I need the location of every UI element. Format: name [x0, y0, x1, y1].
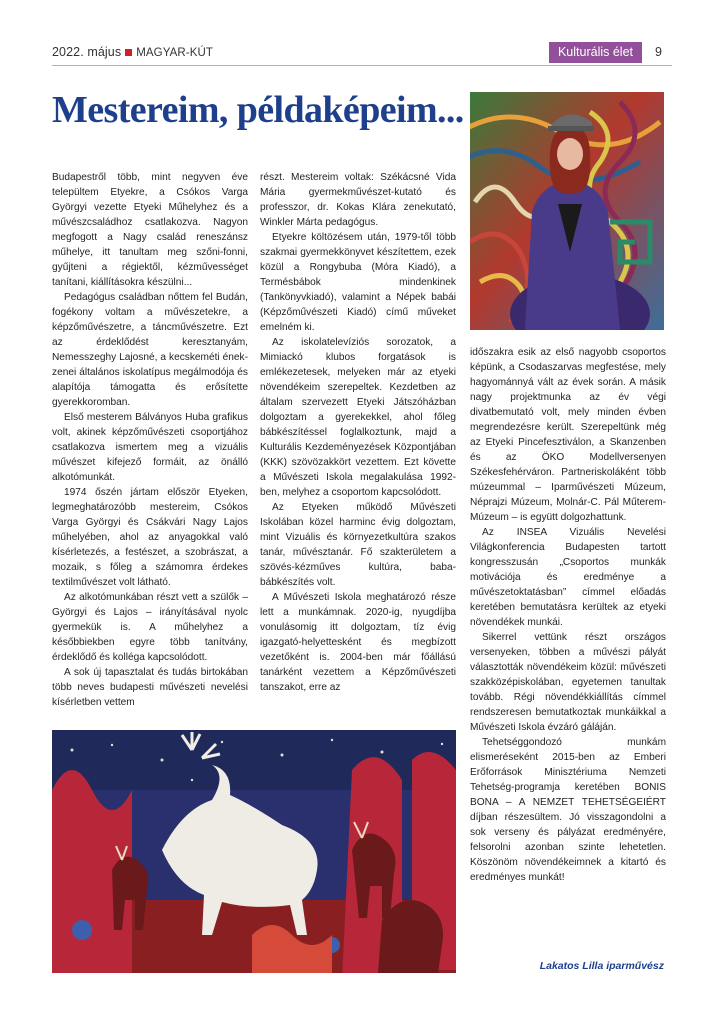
text-column-2	[260, 170, 456, 695]
paragraph: Pedagógus családban nőttem fel Budán, fogékony voltam a művészetekre, a képzőművészetre, a táncművészetre. Ezt az érdeklődést keresztanyám, Nemesszeghy Lajosné, a kecskeméti ének-zenei általános iskolatípus megálmodója és alapítója támogatta és erősítette gyerekkoromban.	[52, 292, 248, 408]
paragraph: Az alkotómunkában részt vett a szülők – Györgyi és Lajos – irányításával nyolc gyermekük is. A műhelyhez a későbbiekben egyre több tanítvány, érdeklődő és kolléga kapcsolódott.	[52, 592, 248, 663]
paragraph: A sok új tapasztalat és tudás birtokában több neves budapesti művészeti nevelési kísérletben vettem	[52, 667, 248, 708]
csodaszarvas-painting	[52, 730, 456, 973]
author-signature: Lakatos Lilla iparművész	[539, 960, 664, 972]
paragraph: Első mesterem Bálványos Huba grafikus volt, akinek képzőművészeti csoportjához csatlakozva ismertem meg a vizuális művészet kifejező formáit, az önálló alkotómunkát.	[52, 412, 248, 483]
paragraph: 1974 őszén jártam először Etyeken, legmeghatározóbb mestereim, Csókos Varga Györgyi és Csákvári Nagy Lajos műhelyében, ahol az anyagokkal való kísérletezés, a festészet, a szobrászat, a mozaik, s főleg a számomra érdekes textilművészet volt látható.	[52, 487, 248, 588]
paragraph: A Művészeti Iskola meghatározó része lett a munkámnak. 2020-ig, nyugdíjba vonulásomig itt dolgoztam, tíz évig igazgató-helyettesként és megbízott vezetőként is. 2004-ben már főállású tanárként vezettem a Képzőművészeti tanszakot, erre az	[260, 592, 456, 693]
paragraph: Az INSEA Vizuális Nevelési Világkonferencia Budapesten tartott kongresszusán „Csoportos munkák motivációja és eredménye a művészetoktatásban” címmel előadás keretében bemutatásra kerültek az etyeki növendékek munkái.	[470, 527, 666, 628]
article-title: Mestereim, példaképeim...	[52, 89, 464, 131]
header-divider	[52, 65, 672, 66]
paragraph: Etyekre költözésem után, 1979-től több szakmai gyermekkönyvet készítettem, ezek közül a Rongybuba (Móra Kiadó), a Termésbábok mindenkinek (Tankönyvkiadó), valamint a Népek babái (Képzőművészeti Kiadó) című műveket emelném ki.	[260, 232, 456, 333]
page-number: 9	[655, 45, 662, 59]
text-column-3	[470, 345, 666, 885]
paragraph: Tehetséggondozó munkám elismeréseként 2015-ben az Emberi Erőforrások Minisztériuma Nemzeti Tehetség-programja keretében BONIS BONA – A NEMZET TEHETSÉGEIÉRT díjban részesültem. Jó visszagondolni a sok verseny és pályázat eredményére, felsorolni azonban szinte lehetetlen. Köszönöm növendékeimnek a kitartó és eredményes munkát!	[470, 737, 666, 883]
paragraph: Budapestről több, mint negyven éve települtem Etyekre, a Csókos Varga Györgyi vezette Etyeki Műhelyhez és a művészcsaládhoz csatlakozva. Nagyon megfogott a Nagy család reneszánsz műhelye, itt tanultam meg szőni-fonni, gyűjteni a régiektől, kézművességet tanítani, kiállításokra készülni...	[52, 172, 248, 288]
author-photo	[470, 92, 664, 330]
publication-name: MAGYAR-KÚT	[136, 47, 214, 59]
paragraph: Az Etyeken működő Művészeti Iskolában közel harminc évig dolgoztam, mint Vizuális és környezetkultúra szakos tanár, művésztanár. Fő szakterületem a szövés-kézműves kultúra, baba-bábkészítés volt.	[260, 502, 456, 588]
page-header	[52, 42, 672, 64]
paragraph: Sikerrel vettünk részt országos versenyeken, többen a művészi pályát választották növendékeim közül: művészeti szakközépiskolában, egyetemen tanultak tovább. Régi növendékkiállítás címmel rendszeresen bemutatkoztak munkáikkal a Művészeti Iskola évzáró gáláján.	[470, 632, 666, 733]
issue-date: 2022. május	[52, 45, 122, 59]
text-column-1	[52, 170, 248, 710]
paragraph: időszakra esik az első nagyobb csoportos képünk, a Csodaszarvas megfestése, mely hagyománnyá vált az évek során. A másik nagy projektmunka az év végi divatbemutató volt, mely minden évben megrendezésre került. Szerepeltünk még az Etyeki Pincefesztiválon, a Skanzenben és az ÖKO Modellversenyen Székesfehérváron. Partneriskoláként több múzeummal – Iparművészeti Múzeum, Néprajzi Múzeum, Molnár-C. Pál Műterem-Múzeum – is együtt dolgozhattunk.	[470, 347, 666, 523]
paragraph: Az iskolatelevíziós sorozatok, a Mimiackó klubos forgatások is emlékezetesek, melyeken már az etyeki növendékeim szerepeltek. Kezdetben az általam szervezett Etyeki Játszóházban dolgoztam a gyerekekkel, ahol főleg bábkészítéssel foglalkoztunk, majd a Kulturális Kezdeményezések Központjában (KKK) szövözakkört vezettem. Ezt követte a Művészeti Iskola megalakulása 1992-ben, melyhez a csoportom kapcsolódott.	[260, 337, 456, 498]
paragraph: részt. Mestereim voltak: Székácsné Vida Mária gyermekművészet-kutató és professzor, dr. Kokas Klára zenekutató, Winkler Márta pedagógus.	[260, 172, 456, 228]
header-left	[52, 45, 213, 59]
red-square-icon	[125, 49, 132, 56]
section-label: Kulturális élet	[549, 42, 642, 63]
